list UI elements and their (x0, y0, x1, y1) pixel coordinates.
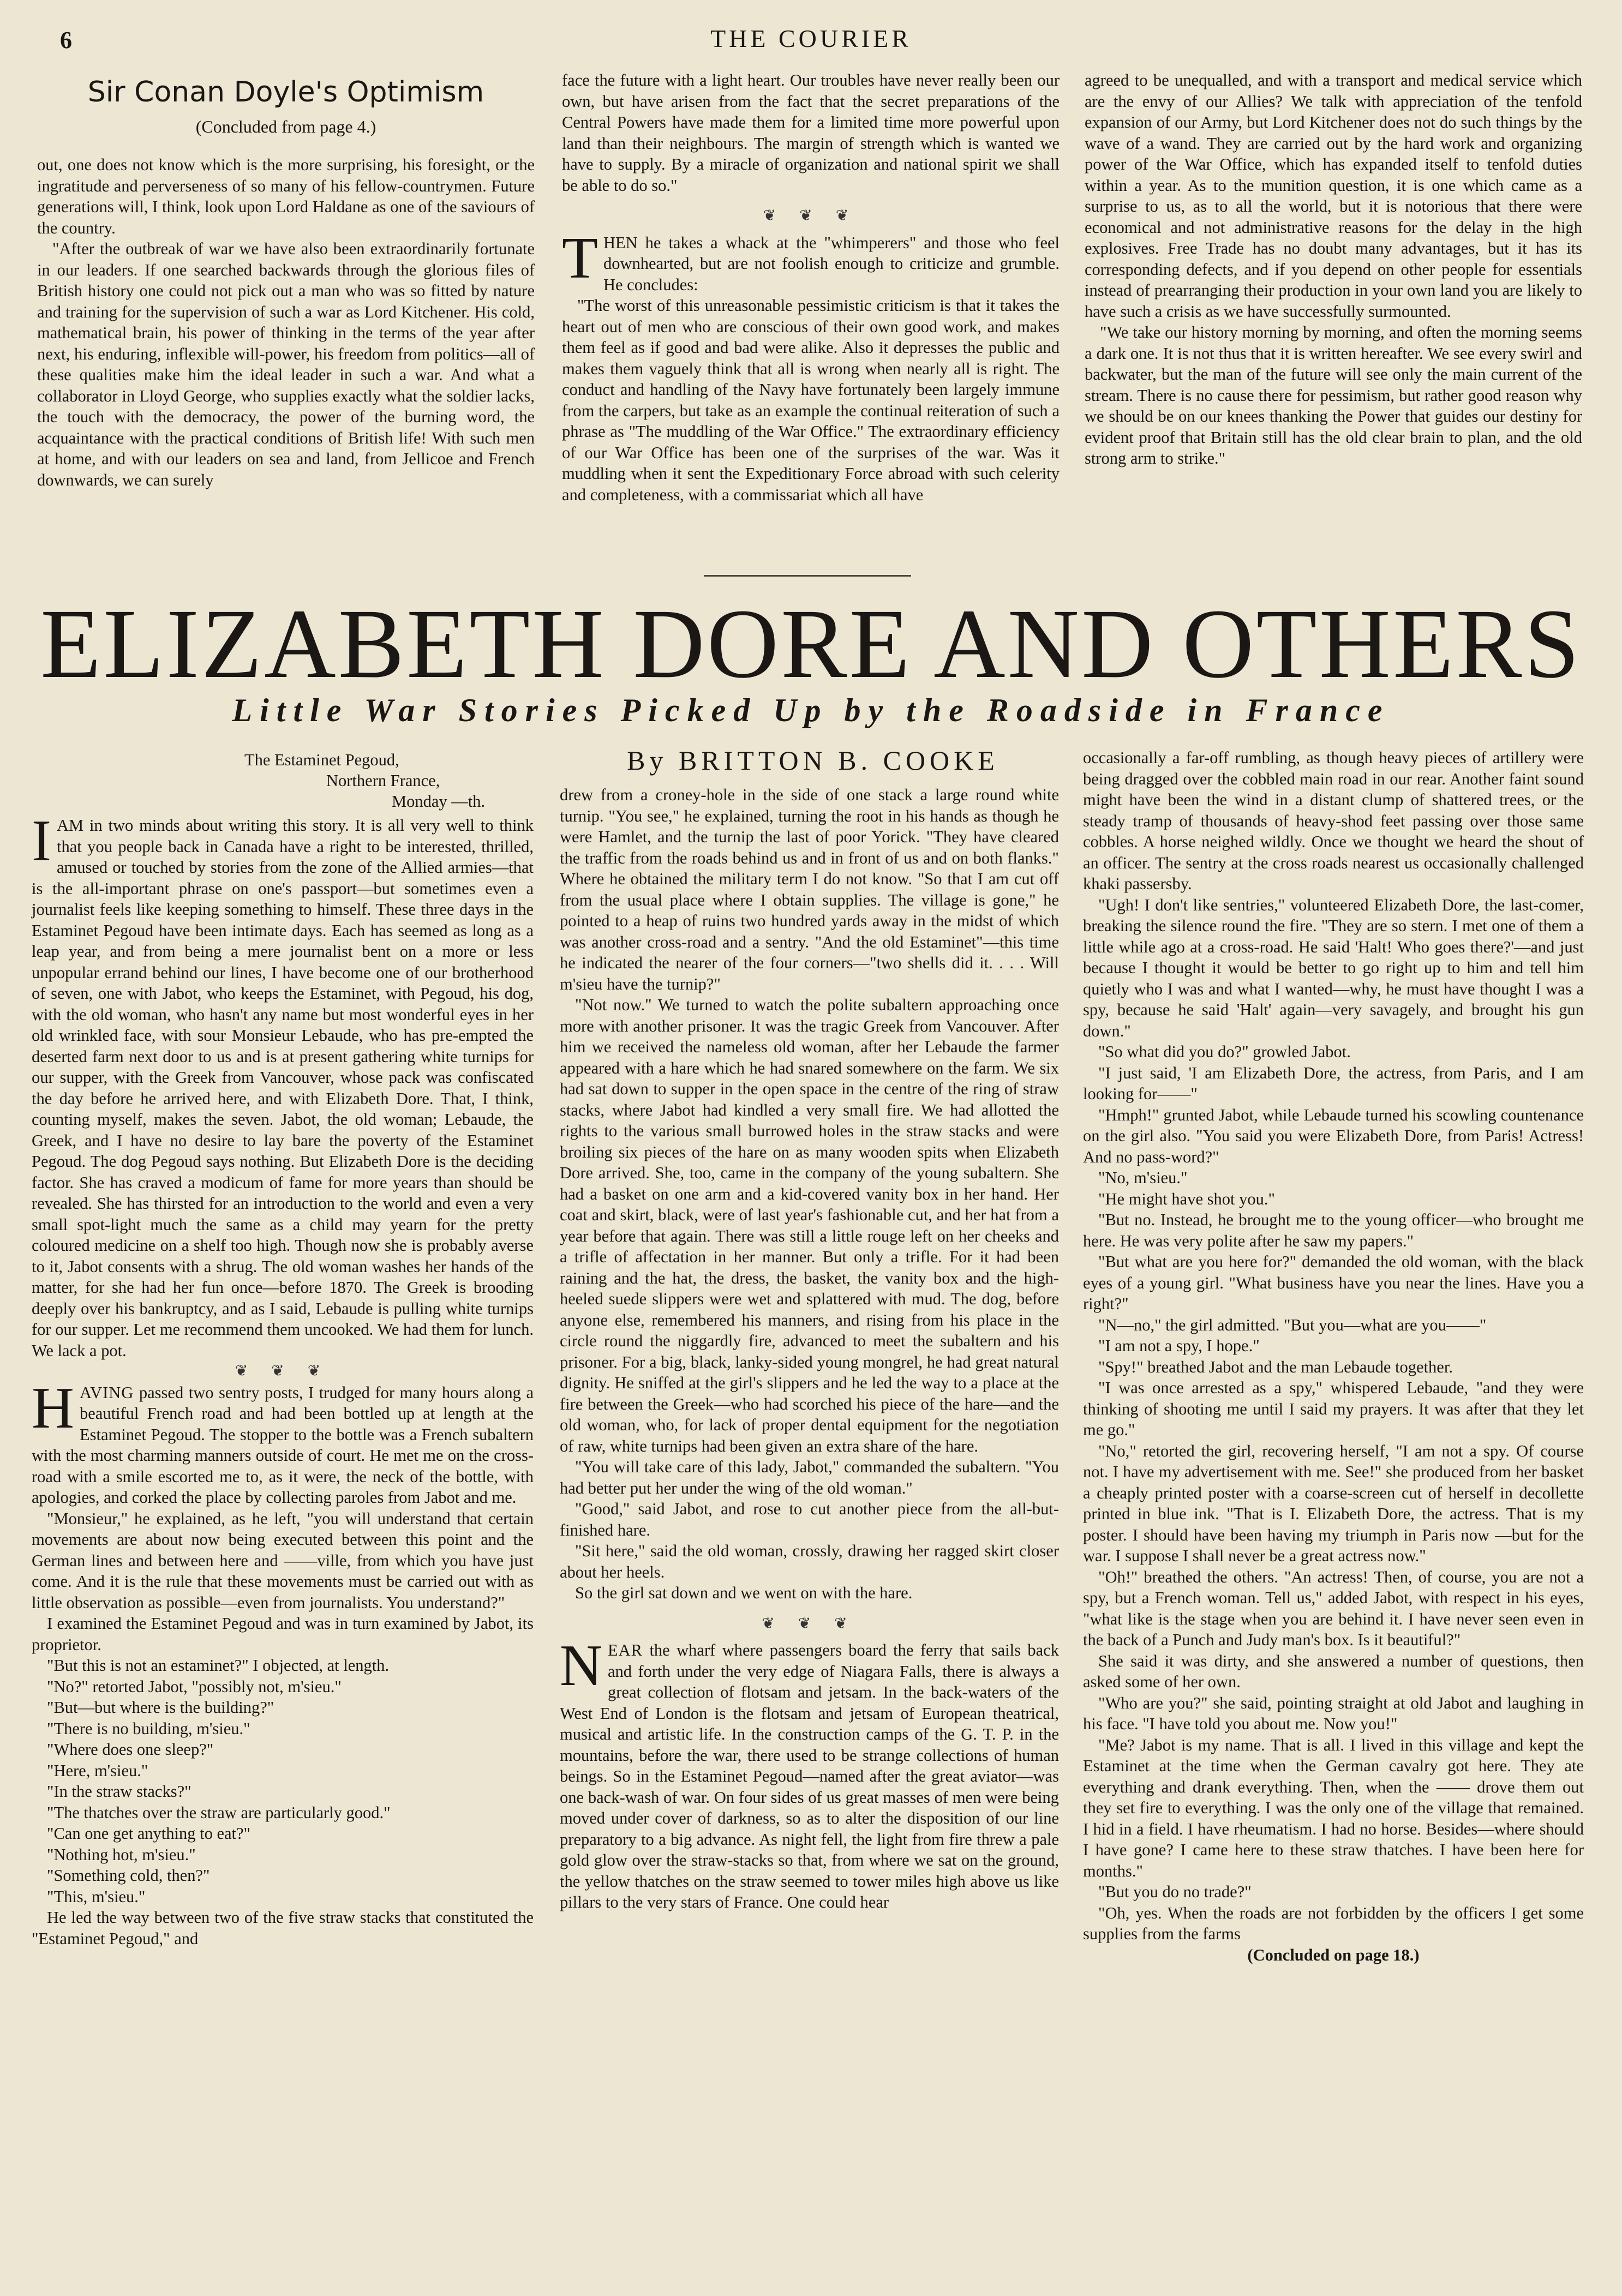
dateline-line: Monday —th. (392, 792, 486, 811)
feature-paragraph: She said it was dirty, and she answered a number of questions, then asked some of her own. (1083, 1651, 1584, 1691)
feature-paragraph: "No, m'sieu." (1098, 1168, 1188, 1187)
feature-paragraph: "He might have shot you." (1098, 1189, 1275, 1208)
feature-paragraph: "There is no building, m'sieu." (47, 1719, 250, 1738)
feature-paragraph: "But no. Instead, he brought me to the young officer—who brought me here. He was very polite after he saw my papers." (1083, 1210, 1584, 1250)
continuation-note: (Concluded on page 18.) (1247, 1945, 1420, 1964)
feature-paragraph: I examined the Estaminet Pegoud and was in turn examined by Jabot, its proprietor. (32, 1614, 534, 1654)
doyle-paragraph (562, 225, 1060, 296)
doyle-paragraph: "The worst of this unreasonable pessimistic criticism is that it takes the heart out of men who are conscious of their own good work, and makes them feel as if good and bad were alike. Also it depresses the public and makes them vaguely think that all is wrong when nearly all is right. The conduct and handling of the Navy have fortunately been largely immune from the carpers, but take as an example the continual reiteration of such a phrase as "The muddling of the War Office." The extraordinary efficiency of our War Office has been one of the surprises of the war. Was it muddling when it sent the Expeditionary Force abroad with such celerity and completeness, with a commissariat which all have (562, 296, 1060, 504)
feature-paragraph: "Hmph!" grunted Jabot, while Lebaude turned his scowling countenance on the girl also. "You said you were Elizabeth Dore, from Paris! Actress! And no pass-word?" (1083, 1105, 1584, 1166)
feature-paragraph: "N—no," the girl admitted. "But you—what are you——" (1098, 1315, 1487, 1334)
feature-column-3 (1083, 747, 1584, 1965)
doyle-column-1 (37, 33, 535, 490)
feature-paragraph: So the girl sat down and we went on with the hare. (575, 1584, 913, 1602)
feature-paragraph: "Here, m'sieu." (47, 1761, 148, 1780)
feature-paragraph: "No," retorted the girl, recovering herself, "I am not a spy. Of course not. I have my advertisement with me. See!" she produced from her basket a cheaply printed poster with a coarse-screen cut of herself in decollette printed in blue ink. "That is I. Elizabeth Dore, the actress. That is my poster. I should have been having my triumph in Paris now —but for the war. I suppose I shall never be a great actress now." (1083, 1441, 1584, 1565)
doyle-paragraph: "We take our history morning by morning, and often the morning seems a dark one. It is not thus that it is written hereafter. We see every swirl and backwater, but the man of the future will see only the main current of the stream. There is no cause there for pessimism, but rather good reason why we should be on our knees thanking the Power that guides our destiny for evident proof that Britain still has the old clear brain to plan, and the old strong arm to strike." (1085, 323, 1582, 467)
feature-paragraph: He led the way between two of the five straw stacks that constituted the "Estaminet Pegoud," and (32, 1908, 534, 1948)
feature-deck: Little War Stories Picked Up by the Roadside in France (232, 692, 1390, 728)
ornament-separator: ❦ ❦ ❦ (762, 1615, 857, 1632)
dateline-line: Northern France, (326, 771, 440, 790)
feature-paragraph (32, 808, 534, 1361)
feature-paragraph: "Good," said Jabot, and rose to cut another piece from the all-but-finished hare. (560, 1500, 1059, 1539)
feature-paragraph: "Something cold, then?" (47, 1866, 210, 1885)
feature-headline: ELIZABETH DORE AND OTHERS (40, 589, 1582, 699)
feature-paragraph: "Ugh! I don't like sentries," volunteered Elizabeth Dore, the last-comer, breaking the silence round the fire. "They are so stern. I met one of them a little while ago at a cross-road. He said 'Halt! Who goes there?'—and just because I thought it would be better to go right up to him and tell him quietly who I was and what I wanted—why, he must have thought I was a spy, because he said 'Halt' again—very savagely, and brought his gun down." (1083, 895, 1584, 1040)
doyle-paragraph: "After the outbreak of war we have also been extraordinarily fortunate in our leaders. If one searched backwards through the glorious files of British history one could not pick out a man who was so fitted by nature and training for the supervision of such a war as Lord Kitchener. His cold, mathematical brain, his power of thinking in the terms of the year after next, his enduring, inflexible will-power, his freedom from politics—all of these qualities make him the ideal leader in such a war. And what a collaborator in Lloyd George, who supplies exactly what the soldier lacks, the touch with the democracy, the power of the burning word, the acquaintance with the practical conditions of British life! With such men at home, and with our leaders on sea and land, from Jellicoe and French downwards, we can surely (37, 239, 535, 489)
feature-paragraph: "Me? Jabot is my name. That is all. I lived in this village and kept the Estaminet at the time when the German cavalry got here. They ate everything and drank everything. Then, when the —— drove them out they set fire to everything. I was the only one of the village that remained. I hid in a field. I have rheumatism. I had no horse. Besides—where should I have gone? I came here to these straw thatches. I have been here for months." (1083, 1735, 1584, 1880)
feature-paragraph: "I am not a spy, I hope." (1098, 1336, 1260, 1355)
feature-paragraph: "Who are you?" she said, pointing straight at old Jabot and laughing in his face. "I have told you about me. Now you!" (1083, 1693, 1584, 1733)
feature-paragraph: "But—but where is the building?" (47, 1698, 274, 1717)
doyle-column-2 (562, 70, 1060, 505)
ornament-separator: ❦ ❦ ❦ (763, 207, 859, 224)
feature-paragraph: drew from a croney-hole in the side of one stack a large round white turnip. "You see," he explained, turning the root in his hands as though he were Hamlet, and the turnip the last of poor Yorick. "They have cleared the traffic from the roads behind us and in front of us and on both flanks." Where he obtained the military term I do not know. "So that I am cut off from the usual place where I obtain supplies. The village is gone," he pointed to a heap of ruins two hundred yards away in the midst of which was another cross-road and a sentry. "And the old Estaminet"—this time he indicated the nearer of the four corners—"two shells did it. . . . Will m'sieu have the turnip?" (560, 786, 1059, 993)
doyle-paragraph: out, one does not know which is the more surprising, his foresight, or the ingratitude and perverseness of so many of his fellow-countrymen. Future generations will, I think, look upon Lord Haldane as one of the saviours of the country. (37, 155, 535, 237)
feature-paragraph: "But you do no trade?" (1098, 1883, 1252, 1901)
feature-paragraph: "I was once arrested as a spy," whispered Lebaude, "and they were thinking of shooting me until I said my prayers. It was after that they let me go." (1083, 1378, 1584, 1439)
small-caps-lead: EAR (608, 1641, 643, 1659)
feature-paragraph: "I just said, 'I am Elizabeth Dore, the actress, from Paris, and I am looking for——" (1083, 1063, 1584, 1103)
feature-paragraph: "Where does one sleep?" (47, 1740, 214, 1759)
feature-paragraph (560, 1633, 1059, 1913)
page-number: 6 (60, 27, 72, 53)
feature-paragraph: "But this is not an estaminet?" I objected, at length. (47, 1656, 390, 1675)
divider-rule (704, 575, 911, 577)
doyle-subtitle: (Concluded from page 4.) (195, 116, 376, 136)
feature-paragraph: "This, m'sieu." (47, 1887, 146, 1906)
feature-paragraph: occasionally a far-off rumbling, as though heavy pieces of artillery were being dragged over the cobbled main road in our rear. Another faint sound might have been the wind in a distant clump of shattered trees, or the steady tramp of thousands of heavy-shod feet passing over those same cobbles. A horse neighed wildly. Once we thought we heard the shout of an officer. The sentry at the cross roads nearest us occasionally challenged khaki passersby. (1083, 748, 1584, 893)
drop-cap: T (562, 225, 598, 291)
doyle-paragraph-text: HEN he takes a whack at the "whimperers" and those who feel downhearted, but are not foolish enough to criticize and grumble. He concludes: (603, 233, 1060, 294)
doyle-paragraph: face the future with a light heart. Our troubles have never really been our own, but have arisen from the fact that the secret preparations of the Central Powers have made them for a limited time more powerful upon land than their neighbours. The margin of strength which is wanted we have to supply. By a miracle of organization and national spirit we shall be able to do so." (562, 71, 1060, 195)
ornament-separator: ❦ ❦ ❦ (235, 1363, 331, 1380)
feature-paragraph: "Sit here," said the old woman, crossly, drawing her ragged skirt closer about her heels. (560, 1542, 1059, 1581)
feature-paragraph: "Monsieur," he explained, as he left, "you will understand that certain movements are about now being executed between this point and the German lines and between here and ——ville, from which you have just come. And it is the rule that these movements must be carried out with as little observation as possible—even from journalists. You understand?" (32, 1509, 534, 1612)
feature-paragraph: "Oh, yes. When the roads are not forbidden by the officers I get some supplies from the farms (1083, 1903, 1584, 1943)
small-caps-lead: AVING (80, 1383, 134, 1402)
drop-cap: H (32, 1375, 74, 1441)
running-head: THE COURIER (710, 25, 912, 52)
doyle-column-3 (1085, 70, 1582, 469)
feature-paragraph: "So what did you do?" growled Jabot. (1098, 1042, 1351, 1061)
feature-paragraph: "Not now." We turned to watch the polite subaltern approaching once more with another prisoner. It was the tragic Greek from Vancouver. After him we received the nameless old woman, after her Lebaude the farmer appeared with a hare which he had snared somewhere on the farm. We six had sat down to supper in the open space in the centre of the ring of straw stacks, where Jabot had kindled a very small fire. We had allotted the rights to the various small burrowed holes in the straw stacks and were broiling six pieces of the hare on as many wooden spits when Elizabeth Dore arrived. She, too, came in the company of the young subaltern. She had a basket on one arm and a kid-covered vanity box in her hand. Her coat and skirt, black, were of last year's fashionable cut, and her hat from a year before that again. There was still a little rouge left on her cheeks and a trifle of affectation in her manner. But only a trifle. For it had been raining and the hat, the dress, the basket, the vanity box and the high-heeled suede slippers were wet and splattered with mud. The dog, before anyone else, remembered his manners, and rising from his place in the circle round the niggardly fire, advanced to meet the subaltern and his prisoner. For a big, black, lanky-sided young mongrel, he had great natural dignity. He sniffed at the girl's slippers and he led the way to a place at the fire between the Greek—who had scorched his piece of the hare—and the old woman, who, for lack of proper dental equipment for the negotiation of raw, white turnips had been given an extra share of the hare. (560, 996, 1059, 1455)
doyle-title: Sir Conan Doyle's Optimism (87, 76, 484, 109)
feature-paragraph: "No?" retorted Jabot, "possibly not, m'sieu." (47, 1677, 342, 1696)
feature-paragraph-text: AM in two minds about writing this story. It is all very well to think that you people back in Canada have a right to be interested, thrilled, amused or touched by stories from the zone of the Allied armies—that is the all-important phrase on one's passport—but sometimes even a journalist feels like keeping something to himself. These three days in the Estaminet Pegoud have been intimate days. Each has seemed as long as a leap year, and from being a mere journalist bent on a more or less unpopular errand behind our lines, I have become one of our brotherhood of seven, one with Jabot, who keeps the Estaminet, with Pegoud, his dog, with the old woman, who hasn't any name but most wonderful eyes in her old wrinkled face, with sour Monsieur Lebaude, who has pre-empted the deserted farm next door to us and is at present gathering white turnips for our supper, with the Greek from Vancouver, whose pack was confiscated the day before he arrived here, and with Elizabeth Dore. That, I think, counting myself, makes the seven. Jabot, the old woman; Lebaude, the Greek, and I have no desire to lay bare the poverty of the Estaminet Pegoud. The dog Pegoud says nothing. But Elizabeth Dore is the deciding factor. She has craved a modicum of fame for more years than should be revealed. She has thirsted for an introduction to the world and even a very small spot-light much the same as a child may yearn for the pretty coloured medicine on a shelf too high. Though now she is probably averse to it, Jabot consents with a shrug. The old woman washes her hands of the matter, for she had her fun once—before 1870. The Greek is brooding deeply over his bankruptcy, and as I said, Lebaude is pulling white turnips for our supper. Let me recommend them uncooked. We had them for lunch. We lack a pot. (32, 816, 534, 1360)
dateline (32, 750, 534, 812)
feature-paragraph-text: passed two sentry posts, I trudged for many hours along a beautiful French road and had been bottled up at length at the Estaminet Pegoud. The stopper to the bottle was a French subaltern with the most charming manners outside of court. He met me on the cross-road with a smile escorted me to, as it were, the neck of the bottle, with apologies, and corked the place by collecting paroles from Jabot and me. (32, 1383, 534, 1507)
feature-paragraph: "Nothing hot, m'sieu." (47, 1845, 196, 1864)
feature-paragraph: "Oh!" breathed the others. "An actress! Then, of course, you are not a spy, but a French woman. Tell us," added Jabot, with respect in his eyes, "what like is the stage when you are behind it. I have never seen even in the back of a Punch and Judy man's box. Is it beautiful?" (1083, 1567, 1584, 1649)
feature-column-2 (560, 784, 1059, 1913)
feature-paragraph (32, 1375, 534, 1508)
feature-byline: By BRITTON B. COOKE (627, 745, 999, 776)
doyle-paragraph: agreed to be unequalled, and with a transport and medical service which are the envy of our Allies? We talk with appreciation of the tenfold expansion of our Army, but Lord Kitchener does not do such things by the wave of a wand. They are carried out by the hard work and organizing power of the War Office, which has expanded itself to tenfold duties within a year. As to the munition question, it is one which came as a surprise to us, as to all the world, but it is notorious that there were economical and not administrative reasons for the delay in the high explosives. Free Trade has no doubt many advantages, but it has its corresponding defects, and if you depend on other people for essentials instead of prearranging their production in your own land you are likely to have such a crisis as we have successfully surmounted. (1085, 71, 1582, 321)
feature-paragraph: "But what are you here for?" demanded the old woman, with the black eyes of a young girl. "What business have you near the lines. Have you a right?" (1083, 1252, 1584, 1313)
feature-paragraph: "The thatches over the straw are particularly good." (47, 1803, 391, 1822)
dateline-line: The Estaminet Pegoud, (244, 751, 399, 769)
drop-cap: N (560, 1633, 602, 1698)
feature-paragraph: "Spy!" breathed Jabot and the man Lebaude together. (1098, 1357, 1453, 1376)
feature-paragraph-text: the wharf where passengers board the ferry that sails back and forth under the very edge of Niagara Falls, there is always a great collection of flotsam and jetsam. In the back-waters of the West End of London is the flotsam and jetsam of European theatrical, musical and artistic life. In the construction camps of the G. T. P. in the mountains, before the war, there used to be strange collections of human beings. So in the Estaminet Pegoud—named after the great aviator—was one back-wash of war. On four sides of us great masses of men were being moved under cover of darkness, so as to alter the disposition of our line preparatory to a big advance. As night fell, the light from fire threw a pale gold glow over the straw-stacks so that, from where we sat on the ground, the yellow thatches on the straw seemed to tower miles high above us like pillars to the very stars of France. One could hear (560, 1641, 1059, 1911)
feature-paragraph: "In the straw stacks?" (47, 1782, 191, 1801)
feature-paragraph: "You will take care of this lady, Jabot," commanded the subaltern. "You had better put her under the wing of the old woman." (560, 1458, 1059, 1497)
feature-paragraph: "Can one get anything to eat?" (47, 1824, 250, 1843)
drop-cap: I (32, 808, 51, 873)
feature-column-1 (32, 750, 534, 1949)
